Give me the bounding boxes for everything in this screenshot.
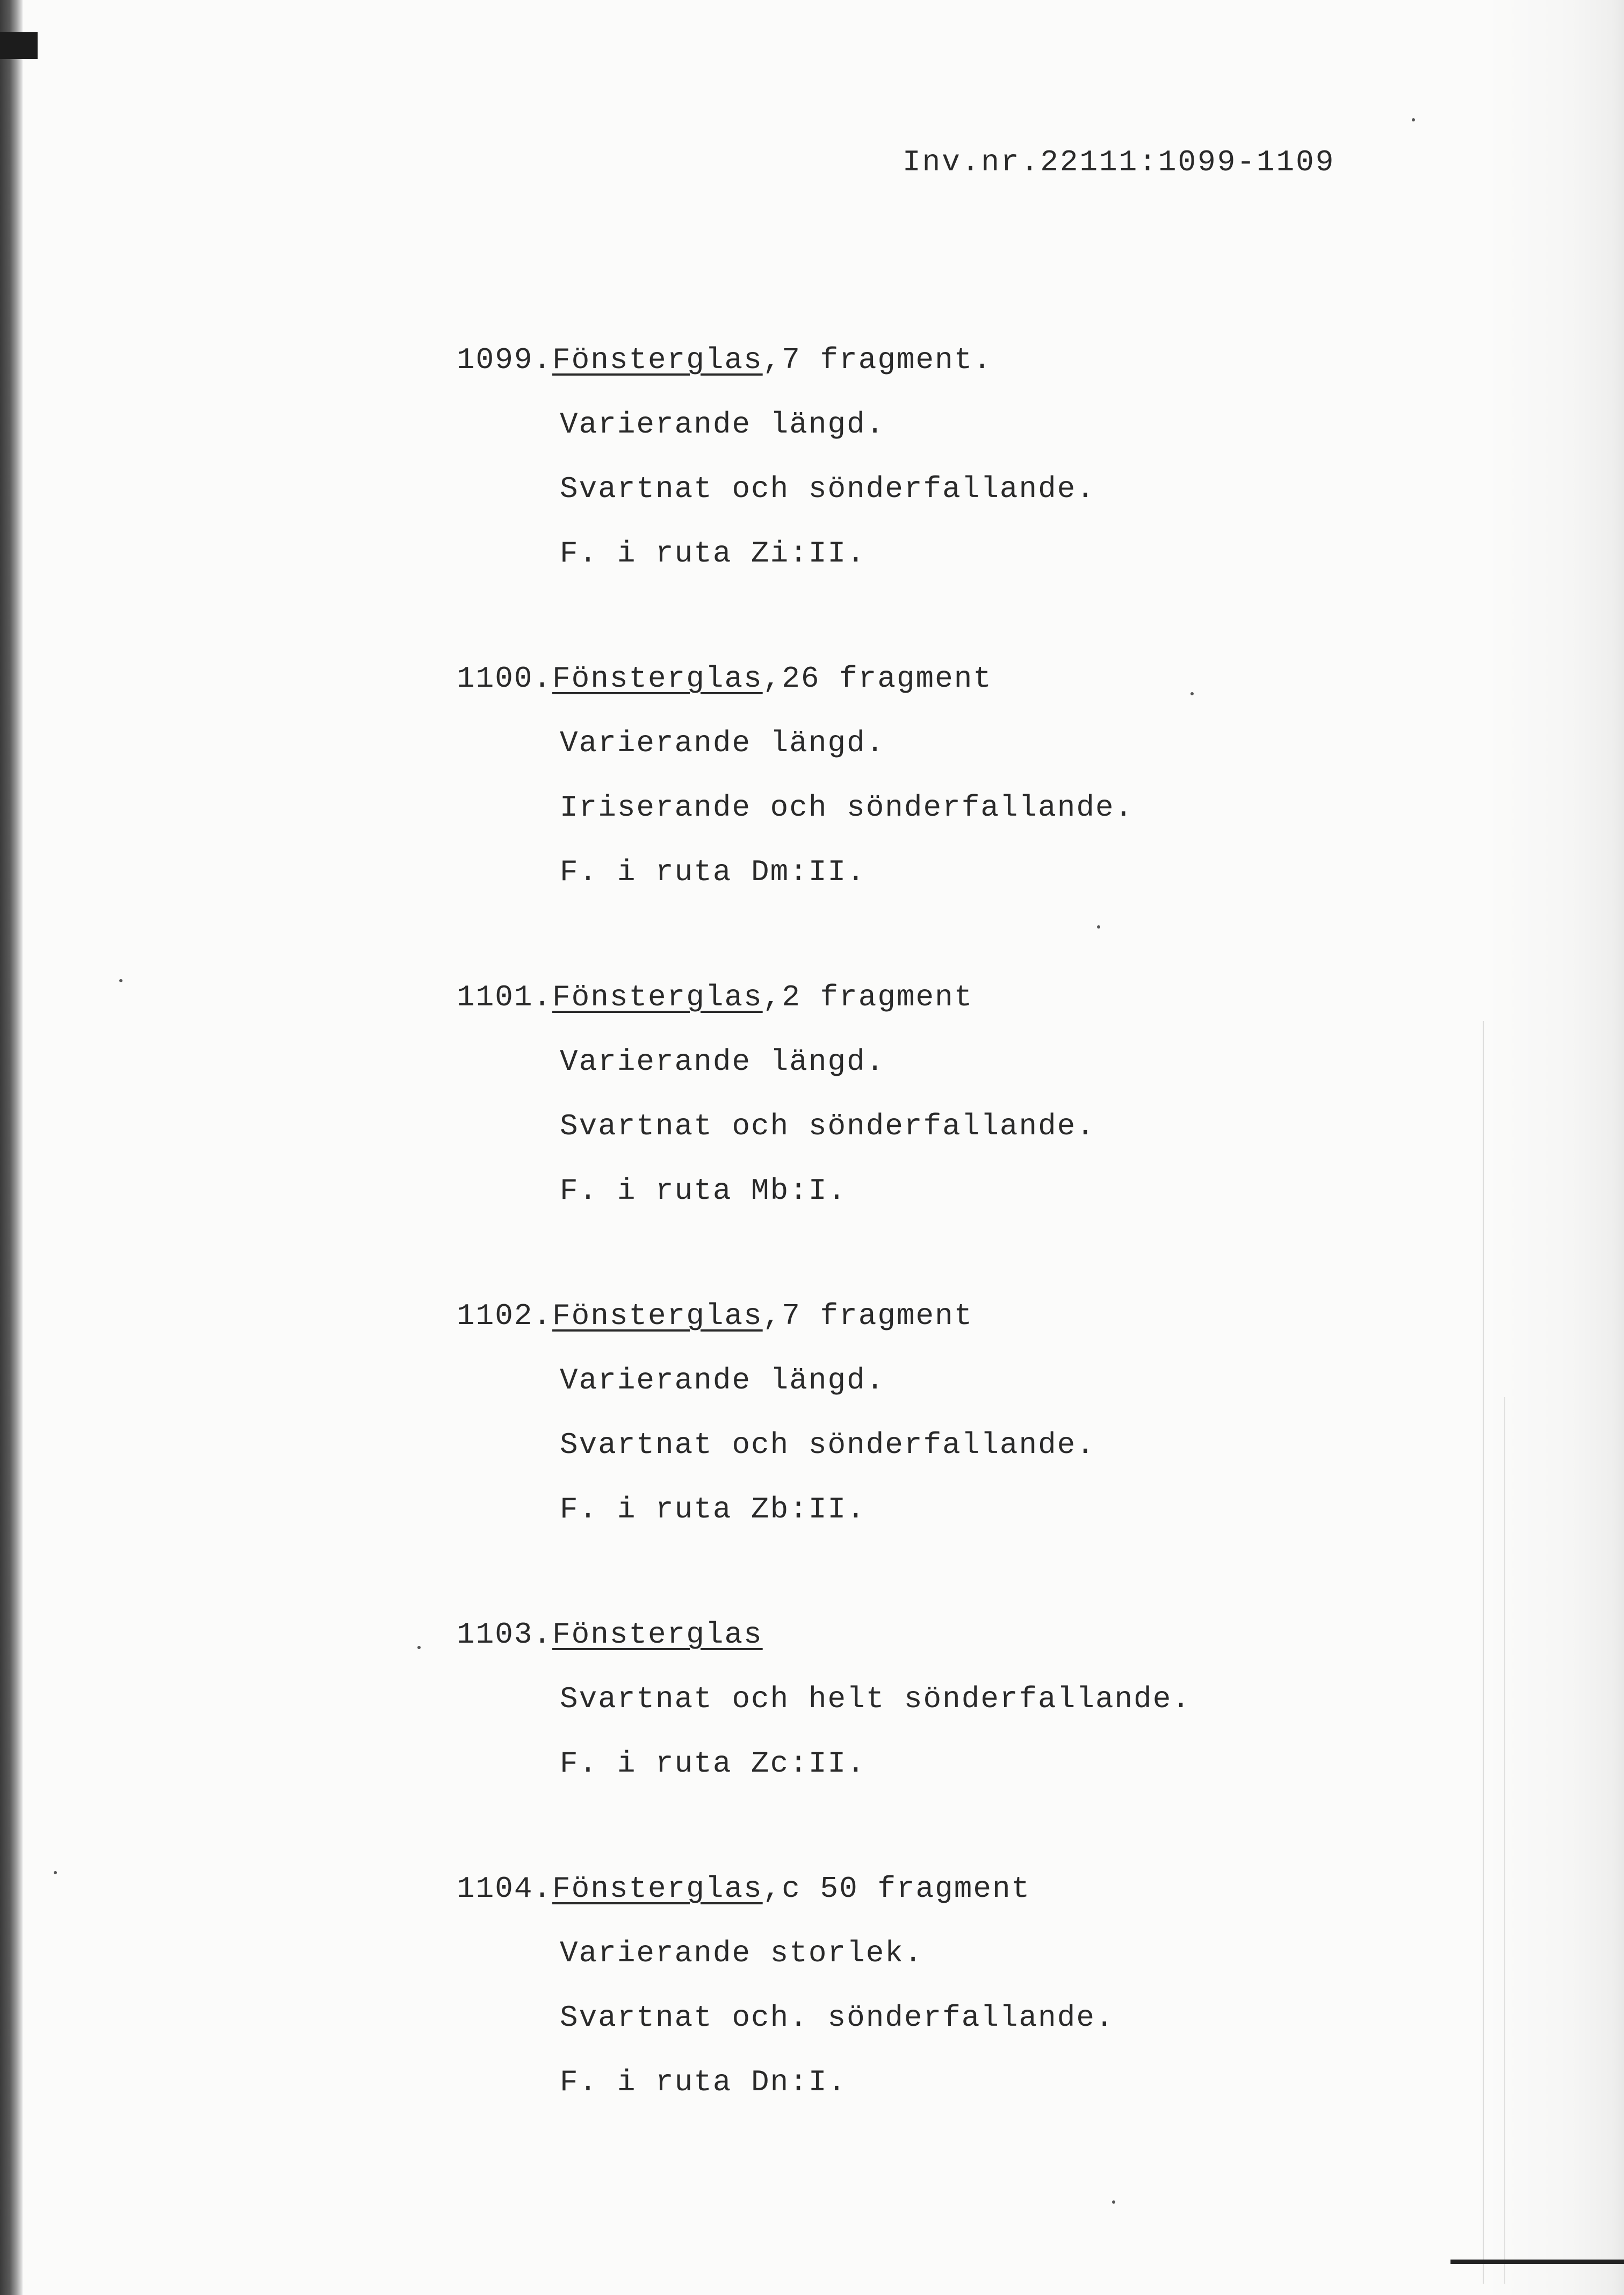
entry-heading	[457, 1284, 1424, 1348]
entry-number: 1101.	[457, 980, 553, 1015]
entry-title: Fönsterglas	[552, 661, 763, 696]
entry-line: F. i ruta Zc:II.	[560, 1746, 866, 1781]
paper-speck	[54, 1871, 57, 1874]
entry-line: Svartnat och. sönderfallande.	[560, 2001, 1115, 2035]
entry-number: 1099.	[457, 343, 553, 377]
entry-number: 1100.	[457, 661, 553, 696]
entry-line: Svartnat och helt sönderfallande.	[560, 1682, 1191, 1716]
entry-line: Varierande längd.	[560, 1363, 885, 1398]
entry-line: F. i ruta Dn:I.	[560, 2065, 847, 2099]
catalog-entry	[457, 1284, 1424, 1542]
entry-line: F. i ruta Zi:II.	[560, 536, 866, 571]
entry-line: Iriserande och sönderfallande.	[560, 790, 1134, 825]
page-corner-mark	[1450, 2260, 1624, 2264]
page-edge-line	[1483, 1021, 1484, 2284]
entry-heading	[457, 328, 1424, 392]
inventory-number: Inv.nr.22111:1099-1109	[903, 145, 1336, 179]
entry-title: Fönsterglas	[552, 980, 763, 1015]
entry-title: Fönsterglas	[552, 343, 763, 377]
paper-speck	[1412, 118, 1415, 121]
entry-number: 1103.	[457, 1617, 553, 1652]
entry-line: Varierande storlek.	[560, 1936, 923, 1970]
entry-count: ,7 fragment.	[762, 343, 992, 377]
paper-speck	[1112, 2200, 1115, 2204]
entry-title: Fönsterglas	[552, 1872, 763, 1906]
entry-line: Svartnat och sönderfallande.	[560, 1428, 1095, 1462]
entry-heading	[457, 1857, 1424, 1921]
page-shadow	[1484, 0, 1624, 2295]
entry-title: Fönsterglas	[552, 1617, 763, 1652]
entry-number: 1102.	[457, 1299, 553, 1333]
page-edge-line	[1504, 1397, 1505, 2284]
binding-clip	[0, 32, 38, 59]
entry-count: ,c 50 fragment	[762, 1872, 1031, 1906]
entry-line: Varierande längd.	[560, 726, 885, 760]
entry-line: Varierande längd.	[560, 407, 885, 442]
entry-heading	[457, 646, 1424, 711]
entry-count: ,2 fragment	[762, 980, 973, 1015]
entry-title: Fönsterglas	[552, 1299, 763, 1333]
entry-count: ,26 fragment	[762, 661, 992, 696]
paper-speck	[417, 1646, 421, 1649]
entry-line: Svartnat och sönderfallande.	[560, 1109, 1095, 1143]
binding-edge	[0, 0, 23, 2295]
catalog-entry	[457, 1857, 1424, 2114]
catalog-entry	[457, 1602, 1424, 1796]
entry-line: Varierande längd.	[560, 1045, 885, 1079]
catalog-entries	[457, 328, 1424, 2175]
catalog-entry	[457, 646, 1424, 904]
catalog-entry	[457, 965, 1424, 1223]
catalog-entry	[457, 328, 1424, 586]
entry-line: F. i ruta Zb:II.	[560, 1492, 866, 1527]
entry-line: F. i ruta Mb:I.	[560, 1174, 847, 1208]
entry-line: F. i ruta Dm:II.	[560, 855, 866, 889]
entry-number: 1104.	[457, 1872, 553, 1906]
entry-line: Svartnat och sönderfallande.	[560, 472, 1095, 506]
entry-heading	[457, 965, 1424, 1030]
paper-speck	[119, 979, 122, 982]
entry-count: ,7 fragment	[762, 1299, 973, 1333]
entry-heading	[457, 1602, 1424, 1667]
